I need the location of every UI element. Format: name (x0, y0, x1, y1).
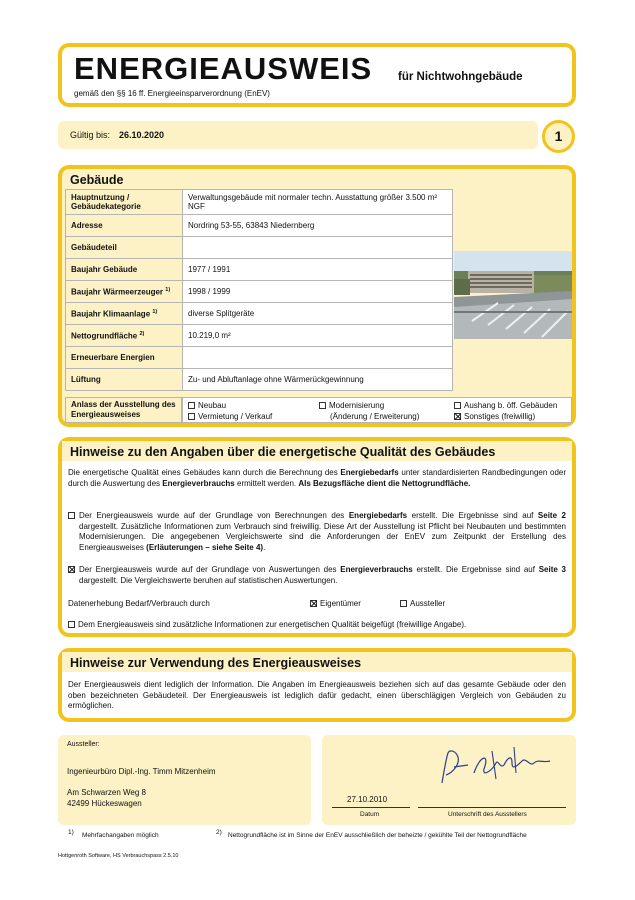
row-key (66, 281, 183, 303)
document-type: für Nichtwohngebäude (398, 71, 523, 83)
date-label: Datum (360, 811, 380, 818)
validity-date: 26.10.2020 (119, 130, 165, 140)
row-value: Zu- und Abluftanlage ohne Wärmerückgewinnung (183, 369, 453, 391)
footnote-1: Mehrfachangaben möglich (82, 832, 159, 839)
table-row (66, 237, 453, 259)
checkbox-icon[interactable] (319, 402, 326, 409)
usage-notes (58, 648, 576, 722)
software-note: Hottgenroth Software, HS Verbrauchspass 2.5.10 (58, 853, 179, 859)
header-box (58, 43, 576, 107)
signature-line (418, 807, 566, 808)
text: erstellt. Die Ergebnisse sind auf (412, 565, 539, 574)
row-value: Nordring 53-55, 63843 Niedernberg (183, 215, 453, 237)
text: Energieverbrauchs (340, 565, 413, 574)
data-collection-label: Datenerhebung Bedarf/Verbrauch durch (68, 599, 210, 608)
row-key: Gebäudeteil (66, 237, 183, 259)
reason-label: Sonstiges (freiwillig) (464, 412, 536, 421)
date-line (332, 807, 410, 808)
table-row (66, 347, 453, 369)
issuer-label: Aussteller: (67, 741, 100, 748)
owner-option[interactable] (310, 599, 361, 608)
row-value (183, 347, 453, 369)
text: Dem Energieausweis sind zusätzliche Informationen zur energetischen Qualität beigefügt (freiwillige Angabe). (78, 620, 467, 629)
reason-label: Neubau (198, 401, 227, 410)
checkbox-icon[interactable] (188, 413, 195, 420)
row-key (66, 325, 183, 347)
row-key-label: Baujahr Klimaanlage (71, 309, 151, 319)
checkbox-icon[interactable] (188, 402, 195, 409)
document-subtitle: gemäß den §§ 16 ff. Energieeinsparverordnung (EnEV) (74, 89, 270, 98)
issue-date: 27.10.2010 (347, 795, 388, 804)
checked-checkbox-icon[interactable] (310, 600, 317, 607)
row-key: Baujahr Gebäude (66, 259, 183, 281)
reason-options (182, 397, 572, 423)
footnote-2-mark: 2) (216, 829, 222, 836)
row-value: 1977 / 1991 (183, 259, 453, 281)
table-row (66, 369, 453, 391)
footnote-ref: 2) (139, 330, 145, 337)
table-row (66, 303, 453, 325)
row-key-label: Baujahr Wärmeerzeuger (71, 287, 164, 297)
issuer-street: Am Schwarzen Weg 8 (67, 788, 146, 797)
footnote-ref: 1) (165, 286, 171, 293)
checked-checkbox-icon[interactable] (454, 413, 461, 420)
table-row (66, 281, 453, 303)
table-row (66, 190, 453, 215)
reason-aushang[interactable] (454, 401, 557, 410)
issuer-city: 42499 Hückeswagen (67, 799, 142, 808)
reason-label: Vermietung / Verkauf (198, 412, 273, 421)
text: Energiebedarfs (340, 468, 399, 477)
checked-checkbox-icon[interactable] (68, 566, 75, 573)
reason-neubau[interactable] (188, 401, 226, 410)
footnote-2: Nettogrundfläche ist im Sinne der EnEV ausschließlich der beheizte / gekühlte Teil der Nettogrundfläche (228, 832, 527, 839)
row-key: Lüftung (66, 369, 183, 391)
document-title: ENERGIEAUSWEIS (74, 51, 373, 86)
text: Energiebedarfs (348, 511, 408, 520)
row-key (66, 303, 183, 325)
text: Der Energieausweis wurde auf der Grundlage von Auswertungen des (79, 565, 341, 574)
text: . (263, 542, 266, 552)
usage-title: Hinweise zur Verwendung des Energieausweises (70, 656, 362, 670)
reason-label: Aushang b. öff. Gebäuden (464, 401, 558, 410)
text: Aussteller (410, 599, 446, 608)
page-number-badge: 1 (542, 120, 575, 153)
reason-sonstiges[interactable] (454, 412, 535, 421)
row-key: Erneuerbare Energien (66, 347, 183, 369)
text: Seite 2 (537, 511, 567, 520)
reason-modernisierung-detail: (Änderung / Erweiterung) (330, 412, 420, 421)
reason-vermietung[interactable] (188, 412, 272, 421)
signature-label: Unterschrift des Ausstellers (448, 811, 527, 818)
text: Als Bezugsfläche dient die Nettogrundfläche. (298, 478, 471, 488)
building-section (58, 165, 576, 427)
table-row (66, 325, 453, 347)
checkbox-icon[interactable] (68, 512, 75, 519)
option-demand-calc (79, 511, 566, 553)
issuer-option[interactable] (400, 599, 445, 608)
row-value: diverse Splitgeräte (183, 303, 453, 325)
text: ermittelt werden. (234, 478, 299, 488)
text: Der Energieausweis wurde auf der Grundlage von Berechnungen des (79, 511, 349, 520)
reason-modernisierung[interactable] (319, 401, 384, 410)
reason-key: Anlass der Ausstellung des Energieausweises (65, 397, 182, 423)
text: dargestellt. Die Vergleichswerte beruhen auf statistischen Auswertungen. (79, 575, 338, 585)
notes-intro (68, 468, 566, 489)
checkbox-icon[interactable] (454, 402, 461, 409)
row-value: 10.219,0 m² (183, 325, 453, 347)
row-key-label: Nettogrundfläche (71, 331, 138, 341)
text: Energieverbrauchs (162, 478, 235, 488)
row-value: Verwaltungsgebäude mit normaler techn. Ausstattung größer 3.500 m² NGF (183, 190, 453, 215)
row-key: Hauptnutzung / Gebäudekategorie (66, 190, 183, 215)
usage-text: Der Energieausweis dient lediglich der Information. Die Angaben im Energieausweis beziehen sich auf das gesamte Gebäude oder den oben bezeichneten Gebäudeteil. Der Energieausweis ist lediglich dafür gedacht, einen überschlägigen Vergleich von Gebäuden zu ermöglichen. (68, 680, 566, 710)
building-title: Gebäude (70, 173, 124, 187)
building-photo (454, 251, 572, 339)
signature-box (322, 735, 576, 825)
table-row (66, 259, 453, 281)
signature-image (434, 743, 554, 795)
text: unter standardisierten Randbedingungen oder durch die Auswertung des (68, 468, 566, 488)
checkbox-icon[interactable] (400, 600, 407, 607)
text: (Erläuterungen – siehe Seite 4) (146, 542, 264, 552)
checkbox-icon[interactable] (68, 621, 75, 628)
validity-bar (58, 121, 538, 149)
energy-quality-notes (58, 437, 576, 637)
footnote-1-mark: 1) (68, 829, 74, 836)
footnote-ref: 1) (152, 308, 158, 315)
building-table (65, 189, 453, 391)
validity-label: Gültig bis: (70, 130, 111, 140)
notes-title: Hinweise zu den Angaben über die energetische Qualität des Gebäudes (70, 445, 496, 459)
text: dargestellt. Zusätzliche Informationen zum Verbrauch sind freiwillig. Diese Art der Ausstellung ist Pflicht bei Neubauten und bestimmten Modernisierungen. Die angegebenen Vergleichswerte sind die Anforderungen der EnEV zum Zeitpunkt der Erstellung des Energieausweises (79, 521, 566, 552)
text: Eigentümer (320, 599, 361, 608)
row-value: 1998 / 1999 (183, 281, 453, 303)
row-value (183, 237, 453, 259)
issuer-name: Ingenieurbüro Dipl.-Ing. Timm Mitzenheim (67, 767, 216, 776)
text: Die energetische Qualität eines Gebäudes kann durch die Berechnung des (68, 468, 341, 477)
text: Seite 3 (538, 565, 566, 574)
option-consumption (79, 565, 566, 586)
reason-label: Modernisierung (329, 401, 385, 410)
row-key: Adresse (66, 215, 183, 237)
extra-info-option[interactable] (68, 620, 466, 629)
issuer-box (58, 735, 311, 825)
text: erstellt. Die Ergebnisse sind auf (407, 511, 538, 520)
table-row (66, 215, 453, 237)
